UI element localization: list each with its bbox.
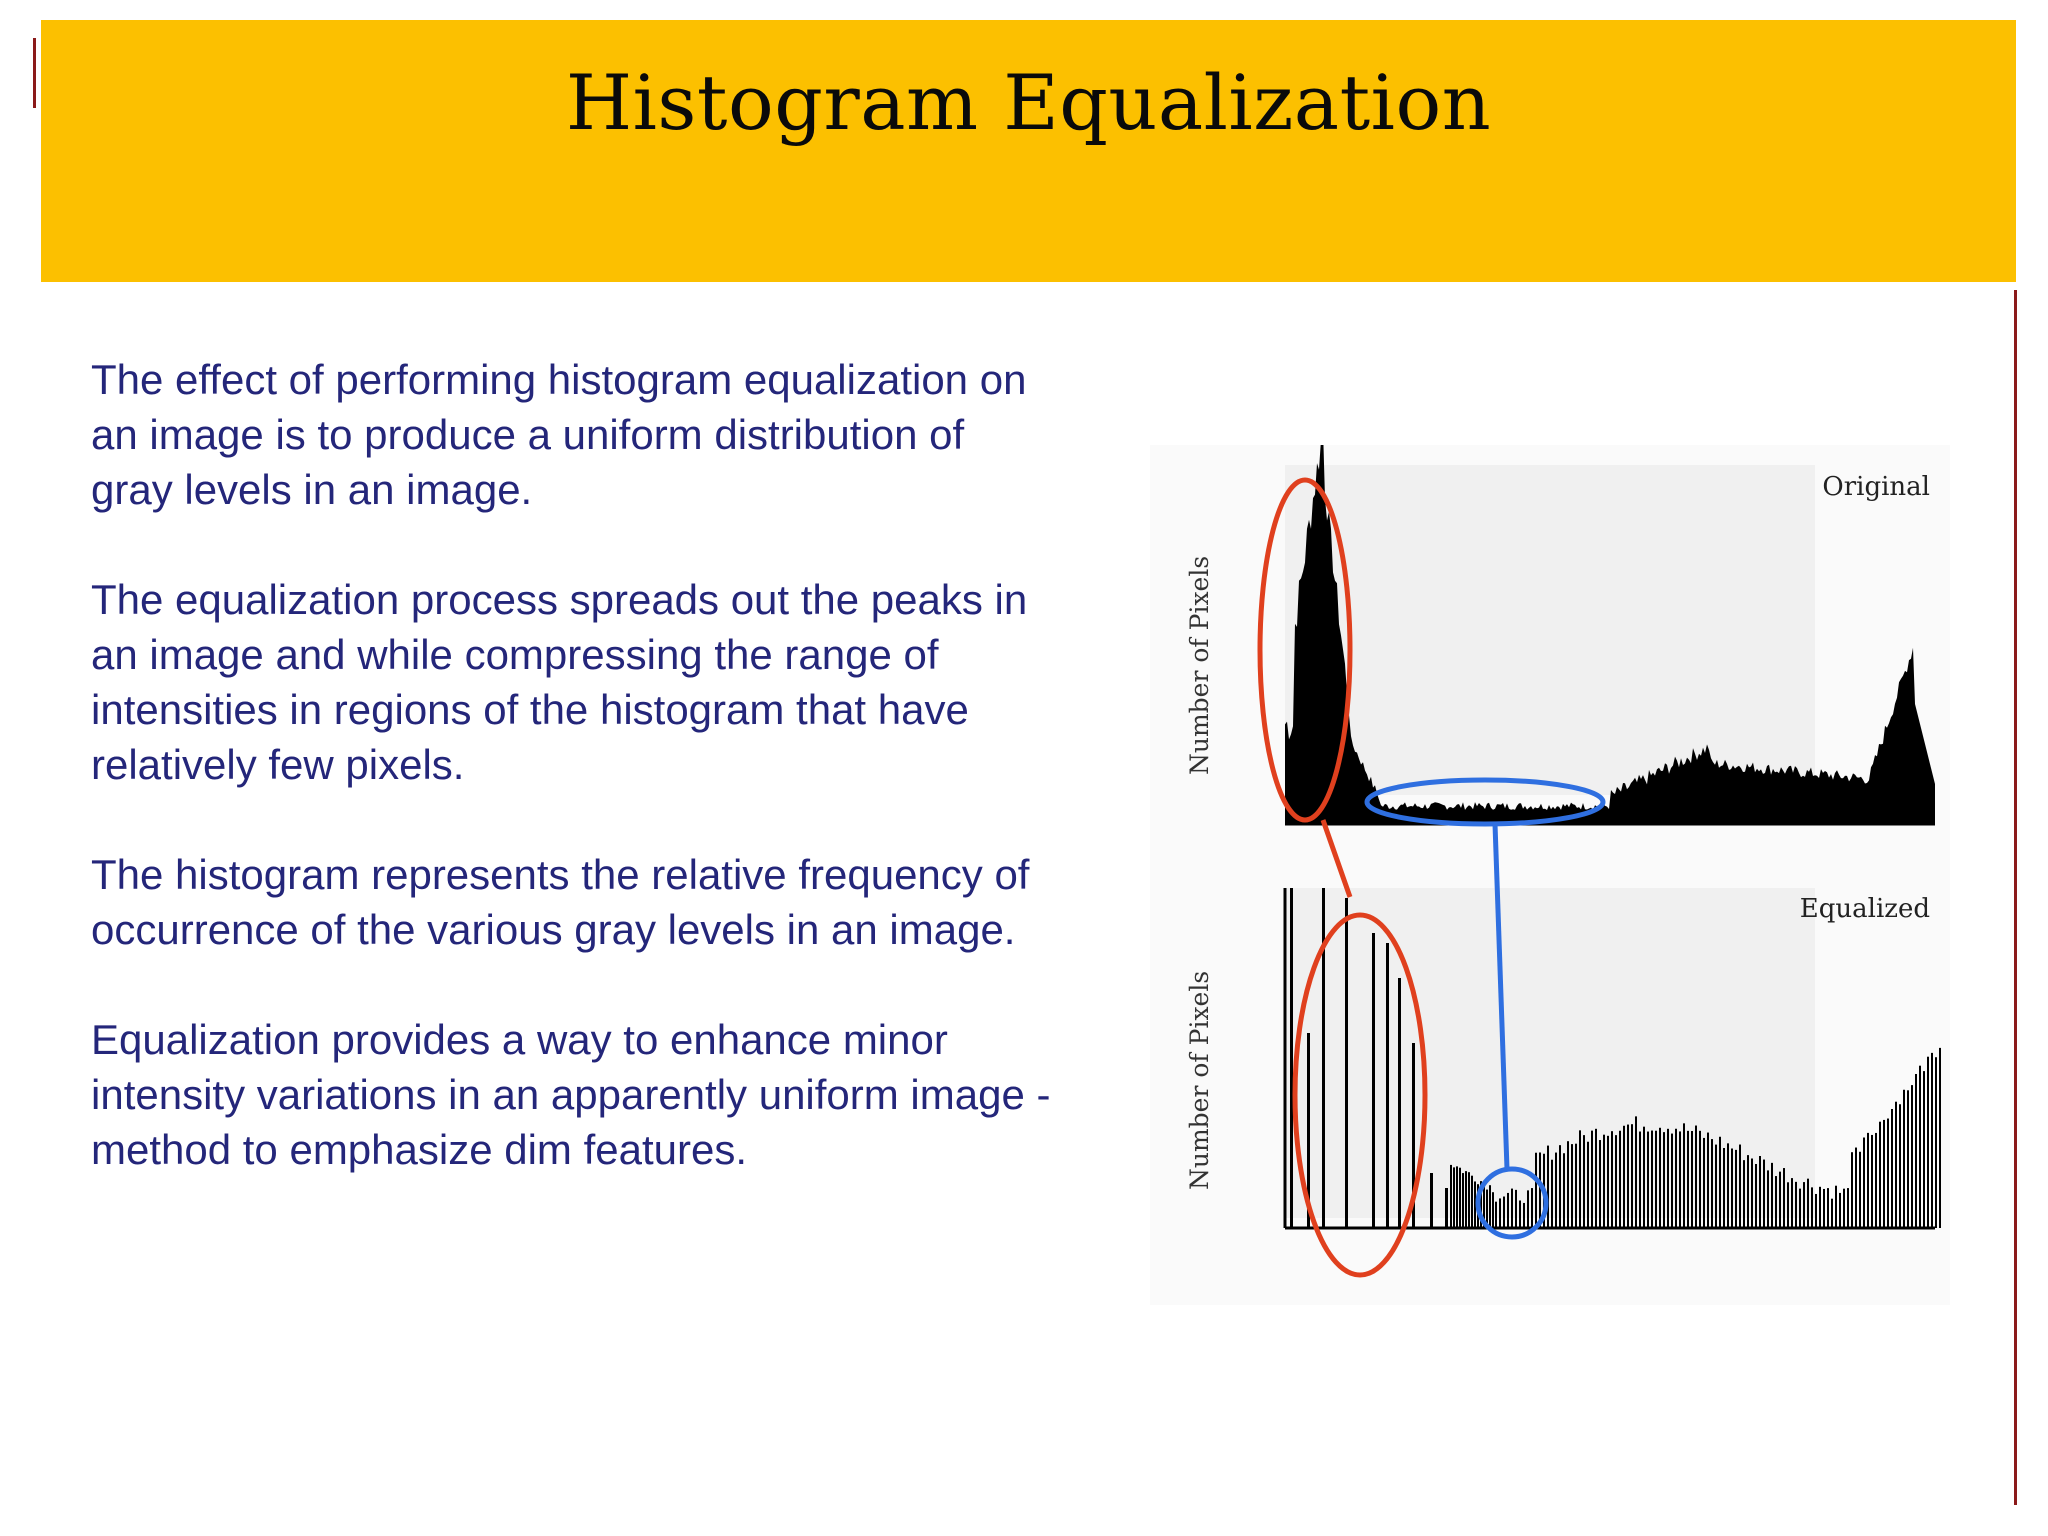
equalized-bar-136 (1939, 1048, 1941, 1228)
equalized-bar-60 (1635, 1116, 1637, 1228)
equalized-bar-92 (1763, 1160, 1765, 1228)
equalized-bar-16 (1468, 1172, 1470, 1228)
equalized-bar-24 (1492, 1192, 1494, 1228)
equalized-bar-89 (1751, 1158, 1753, 1228)
equalized-bar-68 (1667, 1129, 1669, 1228)
equalized-bar-94 (1771, 1163, 1773, 1228)
equalized-bar-105 (1815, 1194, 1817, 1228)
equalized-bar-127 (1903, 1090, 1905, 1228)
equalized-bar-70 (1675, 1129, 1677, 1228)
equalized-bar-104 (1811, 1187, 1813, 1228)
equalized-bar-118 (1867, 1133, 1869, 1228)
histogram-figure (1150, 445, 1950, 1305)
original-panel (1285, 465, 1815, 795)
peak-connector-line (1323, 820, 1350, 897)
equalized-bar-73 (1687, 1131, 1689, 1228)
equalized-bar-112 (1843, 1189, 1845, 1228)
equalized-bar-33 (1527, 1190, 1529, 1228)
equalized-bar-4 (1372, 933, 1375, 1228)
equalized-bar-3 (1345, 898, 1348, 1228)
equalized-bar-69 (1671, 1134, 1673, 1228)
paragraph-process: The equalization process spreads out the peaks in an image and while compressing the range of intensities in regions of the histogram that have relatively few pixels. (91, 576, 1028, 788)
equalized-bar-88 (1747, 1155, 1749, 1228)
equalized-bar-47 (1583, 1135, 1585, 1228)
equalized-bar-115 (1855, 1148, 1857, 1228)
equalized-bar-81 (1719, 1137, 1721, 1228)
equalized-bar-15 (1465, 1171, 1467, 1228)
equalized-bar-100 (1795, 1182, 1797, 1228)
equalized-bar-41 (1559, 1145, 1561, 1228)
equalized-bar-113 (1847, 1188, 1849, 1228)
equalized-bar-5 (1386, 943, 1389, 1228)
equalized-bar-51 (1599, 1140, 1601, 1228)
equalized-bar-84 (1731, 1149, 1733, 1228)
equalized-bar-124 (1891, 1109, 1893, 1228)
original-ylabel: Number of Pixels (1185, 555, 1214, 775)
equalized-bar-30 (1515, 1190, 1517, 1228)
slide-title: Histogram Equalization (565, 58, 1492, 147)
equalized-bar-39 (1551, 1160, 1553, 1228)
histogram-svg (1150, 445, 1950, 1305)
equalized-bar-32 (1523, 1203, 1525, 1228)
equalized-bar-58 (1627, 1125, 1629, 1228)
equalized-bar-129 (1911, 1085, 1913, 1228)
equalized-bar-79 (1711, 1139, 1713, 1228)
equalized-bar-107 (1823, 1189, 1825, 1228)
equalized-bar-111 (1839, 1193, 1841, 1228)
equalized-bar-120 (1875, 1133, 1877, 1228)
equalized-bar-42 (1563, 1153, 1565, 1228)
equalized-bar-49 (1591, 1131, 1593, 1228)
equalized-bar-99 (1791, 1178, 1793, 1228)
equalized-bar-43 (1567, 1141, 1569, 1228)
equalized-bar-55 (1615, 1135, 1617, 1228)
equalized-bar-75 (1695, 1126, 1697, 1228)
equalized-bar-93 (1767, 1170, 1769, 1228)
original-label: Original (1822, 472, 1930, 502)
equalized-bar-133 (1927, 1057, 1929, 1228)
title-banner (41, 20, 2016, 282)
equalized-bar-62 (1643, 1127, 1645, 1228)
equalized-bar-50 (1595, 1129, 1597, 1228)
equalized-bar-97 (1783, 1168, 1785, 1228)
equalized-bar-46 (1579, 1130, 1581, 1228)
equalized-bar-95 (1775, 1176, 1777, 1228)
equalized-bar-57 (1623, 1126, 1625, 1228)
equalized-bar-80 (1715, 1145, 1717, 1228)
equalized-bar-48 (1587, 1142, 1589, 1228)
equalized-bar-11 (1453, 1167, 1455, 1228)
equalized-bar-35 (1535, 1153, 1537, 1228)
equalized-bar-110 (1835, 1186, 1837, 1228)
equalized-bar-109 (1831, 1199, 1833, 1228)
slide-border-left (33, 38, 36, 108)
equalized-bar-117 (1863, 1138, 1865, 1228)
equalized-bar-56 (1619, 1131, 1621, 1228)
equalized-bar-38 (1547, 1146, 1549, 1228)
equalized-bar-119 (1871, 1135, 1873, 1228)
equalized-bar-108 (1827, 1188, 1829, 1228)
equalized-bar-71 (1679, 1131, 1681, 1228)
equalized-bar-64 (1651, 1131, 1653, 1228)
equalized-ylabel: Number of Pixels (1185, 970, 1214, 1190)
paragraph-definition: The histogram represents the relative frequency of occurrence of the various gray levels in an image. (91, 851, 1030, 953)
equalized-bar-27 (1503, 1197, 1505, 1228)
equalized-bar-125 (1895, 1102, 1897, 1228)
equalized-bar-87 (1743, 1160, 1745, 1228)
equalized-bar-135 (1935, 1057, 1937, 1228)
equalized-bar-67 (1663, 1132, 1665, 1228)
equalized-bar-61 (1639, 1132, 1641, 1228)
equalized-bar-132 (1923, 1071, 1925, 1228)
equalized-bar-53 (1607, 1136, 1609, 1228)
equalized-bar-17 (1471, 1176, 1473, 1228)
equalized-bar-101 (1799, 1189, 1801, 1228)
equalized-bar-78 (1707, 1133, 1709, 1228)
equalized-bar-86 (1739, 1145, 1741, 1228)
equalized-bar-114 (1851, 1152, 1853, 1228)
equalized-bar-102 (1803, 1182, 1805, 1228)
equalized-bar-52 (1603, 1135, 1605, 1228)
body-text (91, 352, 1051, 1177)
slide-border-right (2014, 290, 2017, 1505)
equalized-bar-34 (1531, 1188, 1533, 1228)
equalized-bar-31 (1519, 1200, 1521, 1228)
equalized-bar-103 (1807, 1179, 1809, 1228)
equalized-bar-2 (1322, 888, 1325, 1228)
equalized-bar-121 (1879, 1122, 1881, 1228)
equalized-bar-28 (1507, 1193, 1509, 1228)
paragraph-effect: The effect of performing histogram equalization on an image is to produce a uniform distribution of gray levels in an image. (91, 356, 1027, 513)
equalized-bar-29 (1511, 1189, 1513, 1228)
equalized-bar-83 (1727, 1143, 1729, 1228)
equalized-bar-82 (1723, 1148, 1725, 1228)
equalized-bar-45 (1575, 1144, 1577, 1228)
equalized-bar-44 (1571, 1144, 1573, 1228)
equalized-bar-128 (1907, 1090, 1909, 1228)
equalized-bar-14 (1462, 1173, 1464, 1228)
equalized-bar-59 (1631, 1124, 1633, 1228)
equalized-bar-40 (1555, 1153, 1557, 1228)
equalized-bar-106 (1819, 1187, 1821, 1228)
equalized-bar-6 (1398, 978, 1401, 1228)
equalized-bar-126 (1899, 1104, 1901, 1228)
equalized-bar-85 (1735, 1150, 1737, 1228)
equalized-bar-122 (1883, 1120, 1885, 1228)
equalized-bar-0 (1290, 888, 1293, 1228)
equalized-bar-25 (1495, 1202, 1497, 1228)
equalized-bar-54 (1611, 1131, 1613, 1228)
paragraph-purpose: Equalization provides a way to enhance minor intensity variations in an apparently uniform image - method to emphasize dim features. (91, 1016, 1051, 1173)
equalized-bar-98 (1787, 1182, 1789, 1228)
equalized-bar-9 (1445, 1188, 1448, 1228)
equalized-bar-130 (1915, 1074, 1917, 1228)
equalized-bar-65 (1655, 1131, 1657, 1228)
equalized-bar-72 (1683, 1123, 1685, 1228)
equalized-bar-77 (1703, 1138, 1705, 1228)
equalized-bar-66 (1659, 1128, 1661, 1228)
equalized-bar-131 (1919, 1066, 1921, 1228)
equalized-bar-8 (1430, 1173, 1433, 1228)
equalized-bar-96 (1779, 1172, 1781, 1228)
equalized-bar-134 (1931, 1053, 1933, 1228)
equalized-bar-91 (1759, 1156, 1761, 1228)
equalized-bar-10 (1450, 1165, 1452, 1228)
equalized-bar-12 (1456, 1166, 1458, 1228)
equalized-bar-116 (1859, 1152, 1861, 1228)
equalized-bar-26 (1499, 1198, 1501, 1228)
equalized-bar-74 (1691, 1131, 1693, 1228)
equalized-bar-90 (1755, 1164, 1757, 1228)
equalized-bar-123 (1887, 1119, 1889, 1228)
equalized-label: Equalized (1799, 894, 1930, 924)
equalized-bar-23 (1489, 1185, 1491, 1228)
equalized-bar-63 (1647, 1132, 1649, 1228)
equalized-bar-76 (1699, 1131, 1701, 1228)
equalized-bar-13 (1459, 1168, 1461, 1228)
